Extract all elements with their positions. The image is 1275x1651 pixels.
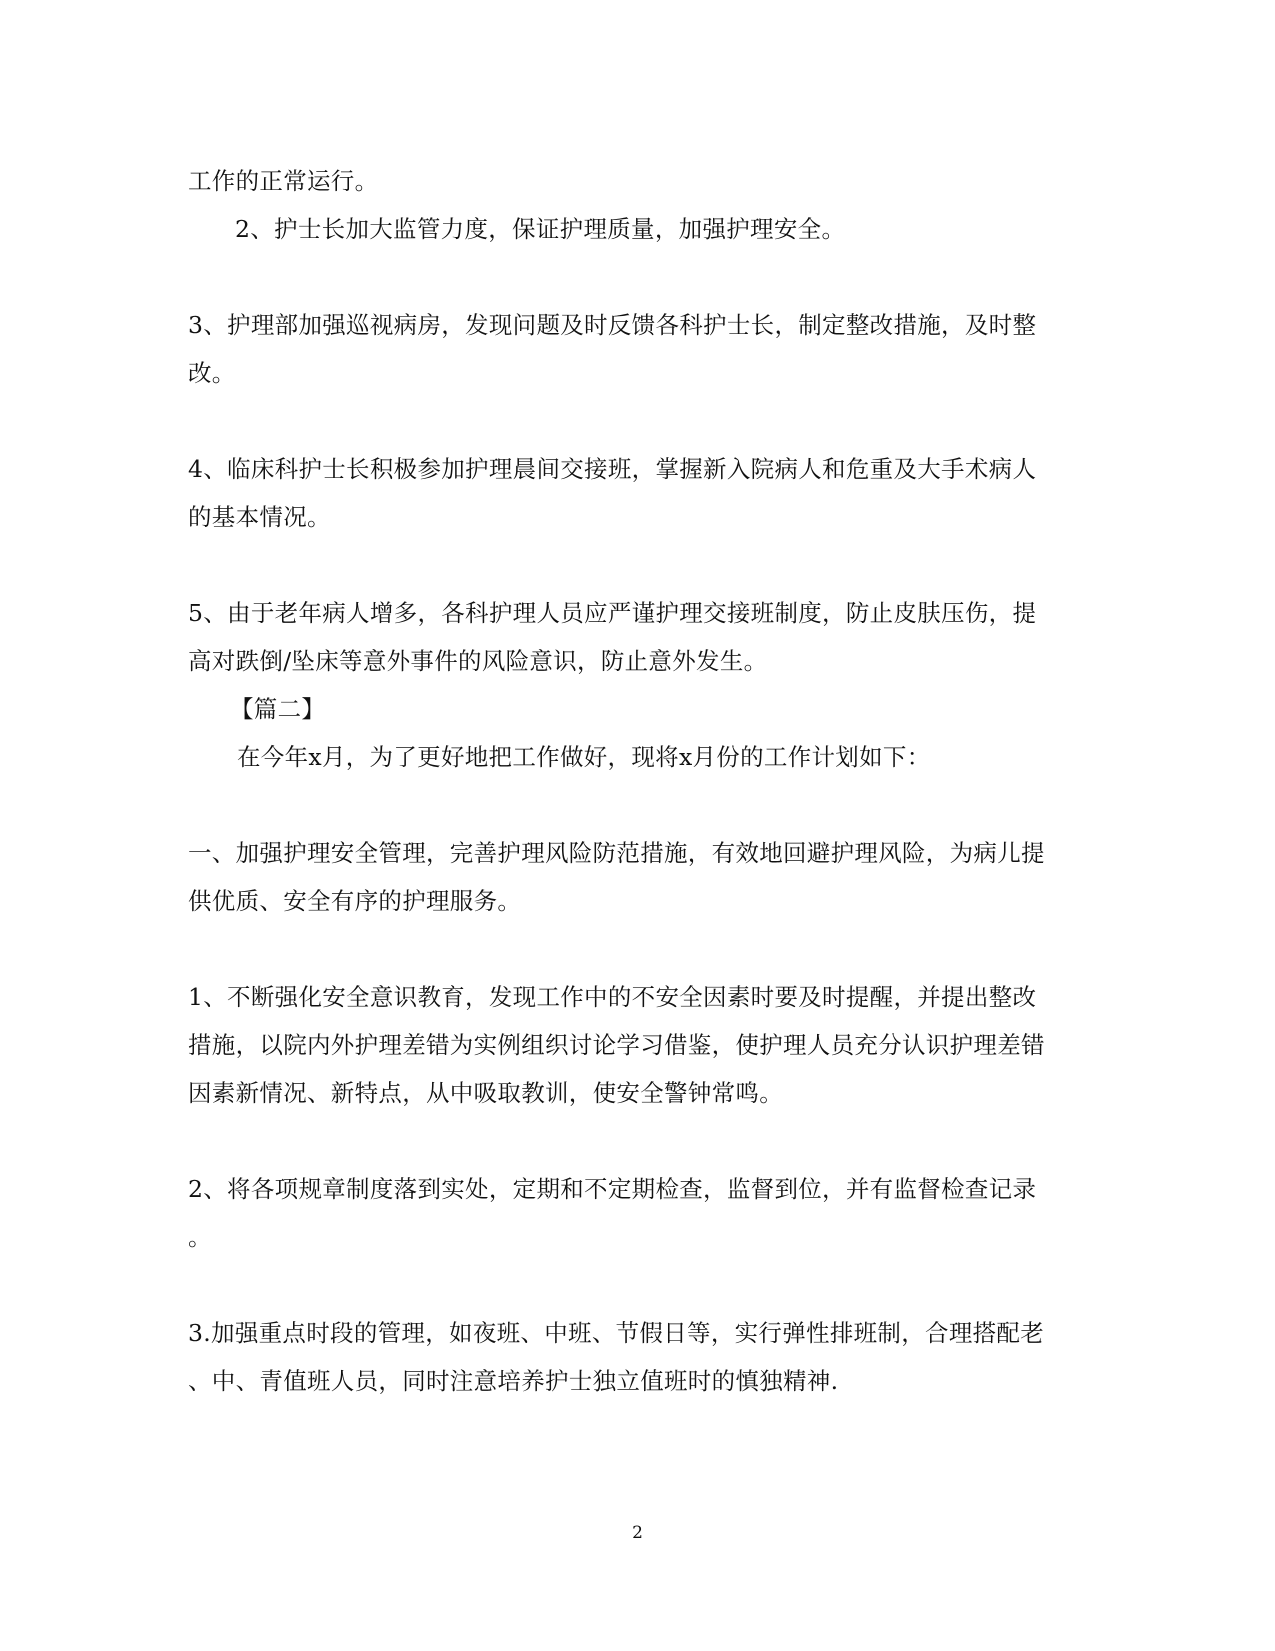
text-line: 改。 bbox=[188, 359, 236, 387]
text-line: 一、加强护理安全管理，完善护理风险防范措施，有效地回避护理风险，为病儿提 bbox=[188, 839, 1045, 867]
text-line: 的基本情况。 bbox=[188, 503, 331, 531]
text-line: 5、由于老年病人增多，各科护理人员应严谨护理交接班制度，防止皮肤压伤，提 bbox=[188, 599, 1037, 627]
page-number: 2 bbox=[632, 1523, 643, 1543]
text-line: 3.加强重点时段的管理，如夜班、中班、节假日等，实行弹性排班制，合理搭配老 bbox=[188, 1319, 1045, 1347]
text-line: 4、临床科护士长积极参加护理晨间交接班，掌握新入院病人和危重及大手术病人 bbox=[188, 455, 1037, 483]
text-line: 供优质、安全有序的护理服务。 bbox=[188, 887, 522, 915]
text-line: 措施，以院内外护理差错为实例组织讨论学习借鉴，使护理人员充分认识护理差错 bbox=[188, 1031, 1045, 1059]
text-line: 因素新情况、新特点，从中吸取教训，使安全警钟常鸣。 bbox=[188, 1079, 783, 1107]
text-line: 2、护士长加大监管力度，保证护理质量，加强护理安全。 bbox=[235, 215, 846, 243]
section-heading: 【篇二】 bbox=[230, 695, 326, 723]
text-line: 在今年x月，为了更好地把工作做好，现将x月份的工作计划如下： bbox=[237, 743, 931, 771]
text-line: 3、护理部加强巡视病房，发现问题及时反馈各科护士长，制定整改措施，及时整 bbox=[188, 311, 1037, 339]
text-line: 、中、青值班人员，同时注意培养护士独立值班时的慎独精神. bbox=[188, 1367, 839, 1395]
text-line: 。 bbox=[188, 1223, 212, 1251]
text-line: 1、不断强化安全意识教育，发现工作中的不安全因素时要及时提醒，并提出整改 bbox=[188, 983, 1037, 1011]
text-line: 工作的正常运行。 bbox=[188, 167, 379, 195]
text-line: 2、将各项规章制度落到实处，定期和不定期检查，监督到位，并有监督检查记录 bbox=[188, 1175, 1037, 1203]
text-line: 高对跌倒/坠床等意外事件的风险意识，防止意外发生。 bbox=[188, 647, 768, 675]
